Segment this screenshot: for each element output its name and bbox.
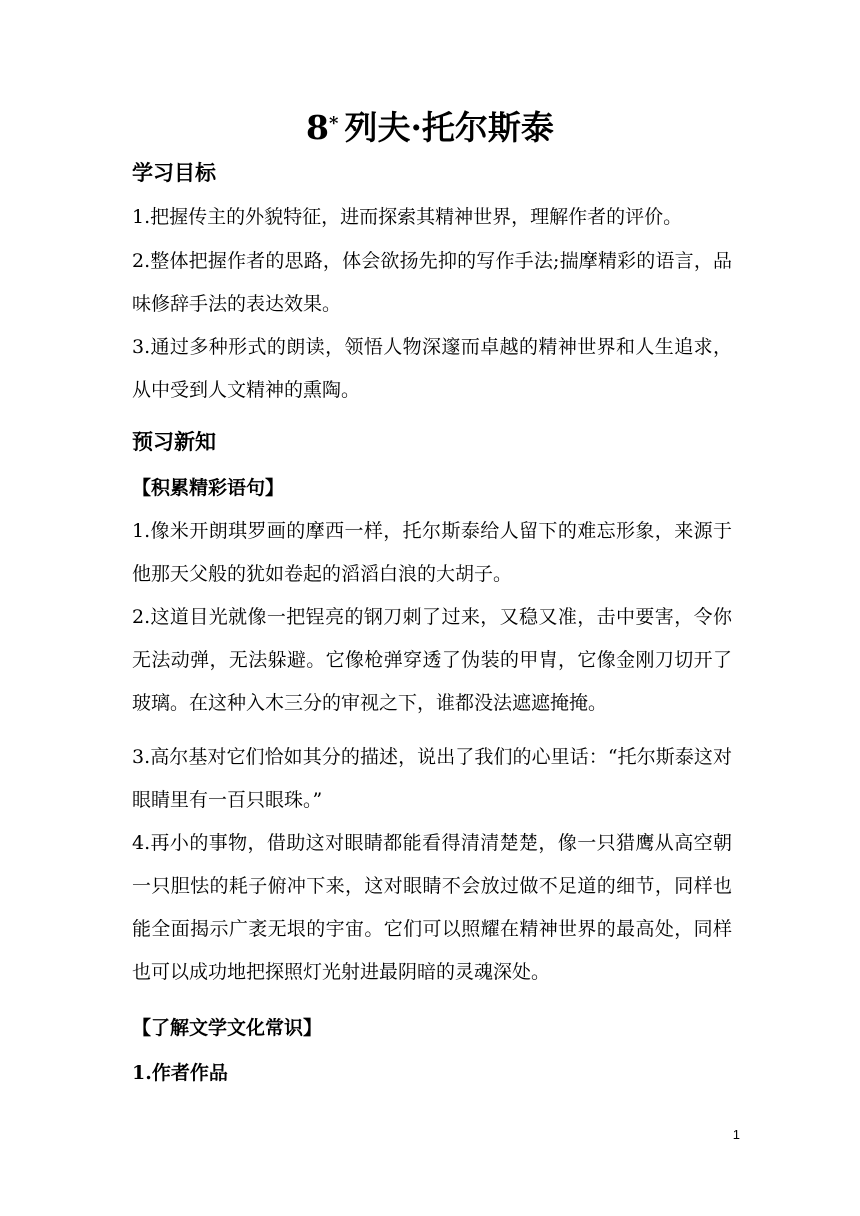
sentence-item-1: 1.像米开朗琪罗画的摩西一样，托尔斯泰给人留下的难忘形象，来源于他那天父般的犹如卷起的滔滔白浪的大胡子。 <box>132 520 732 585</box>
sentence-item-2: 2.这道目光就像一把锃亮的钢刀刺了过来，又稳又准，击中要害，令你无法动弹，无法躲避。它像枪弹穿透了伪装的甲胄，它像金刚刀切开了玻璃。在这种入木三分的审视之下，谁都没法遮遮掩掩。 <box>132 606 732 714</box>
lesson-number: 8 <box>306 108 330 147</box>
self-study-mark: * <box>329 113 339 134</box>
page-number: 1 <box>732 1127 740 1142</box>
sentence-item-4: 4.再小的事物，借助这对眼睛都能看得清清楚楚，像一只猎鹰从高空朝一只胆怯的耗子俯冲下来，这对眼睛不会放过做不足道的细节，同样也能全面揭示广袤无垠的宇宙。它们可以照耀在精神世界的最高处，同样也可以成功地把探照灯光射进最阴暗的灵魂深处。 <box>132 832 732 983</box>
section-heading-objectives: 学习目标 <box>132 160 216 185</box>
subheading-accumulate-sentences: 【积累精彩语句】 <box>132 477 285 499</box>
objective-item-2: 2.整体把握作者的思路，体会欲扬先抑的写作手法;揣摩精彩的语言，品味修辞手法的表达效果。 <box>132 250 732 315</box>
title-text: 列夫·托尔斯泰 <box>344 108 554 147</box>
sentence-item-3: 3.高尔基对它们恰如其分的描述，说出了我们的心里话：“托尔斯泰这对眼睛里有一百只眼珠。” <box>132 746 732 811</box>
objective-item-1: 1.把握传主的外貌特征，进而探索其精神世界，理解作者的评价。 <box>132 206 683 228</box>
objective-item-3: 3.通过多种形式的朗读，领悟人物深邃而卓越的精神世界和人生追求，从中受到人文精神的熏陶。 <box>132 336 732 401</box>
section-heading-preview: 预习新知 <box>132 429 216 454</box>
subheading-literary-culture: 【了解文学文化常识】 <box>132 1017 323 1039</box>
subheading-author-works: 1.作者作品 <box>132 1062 228 1084</box>
page-title <box>0 106 860 150</box>
